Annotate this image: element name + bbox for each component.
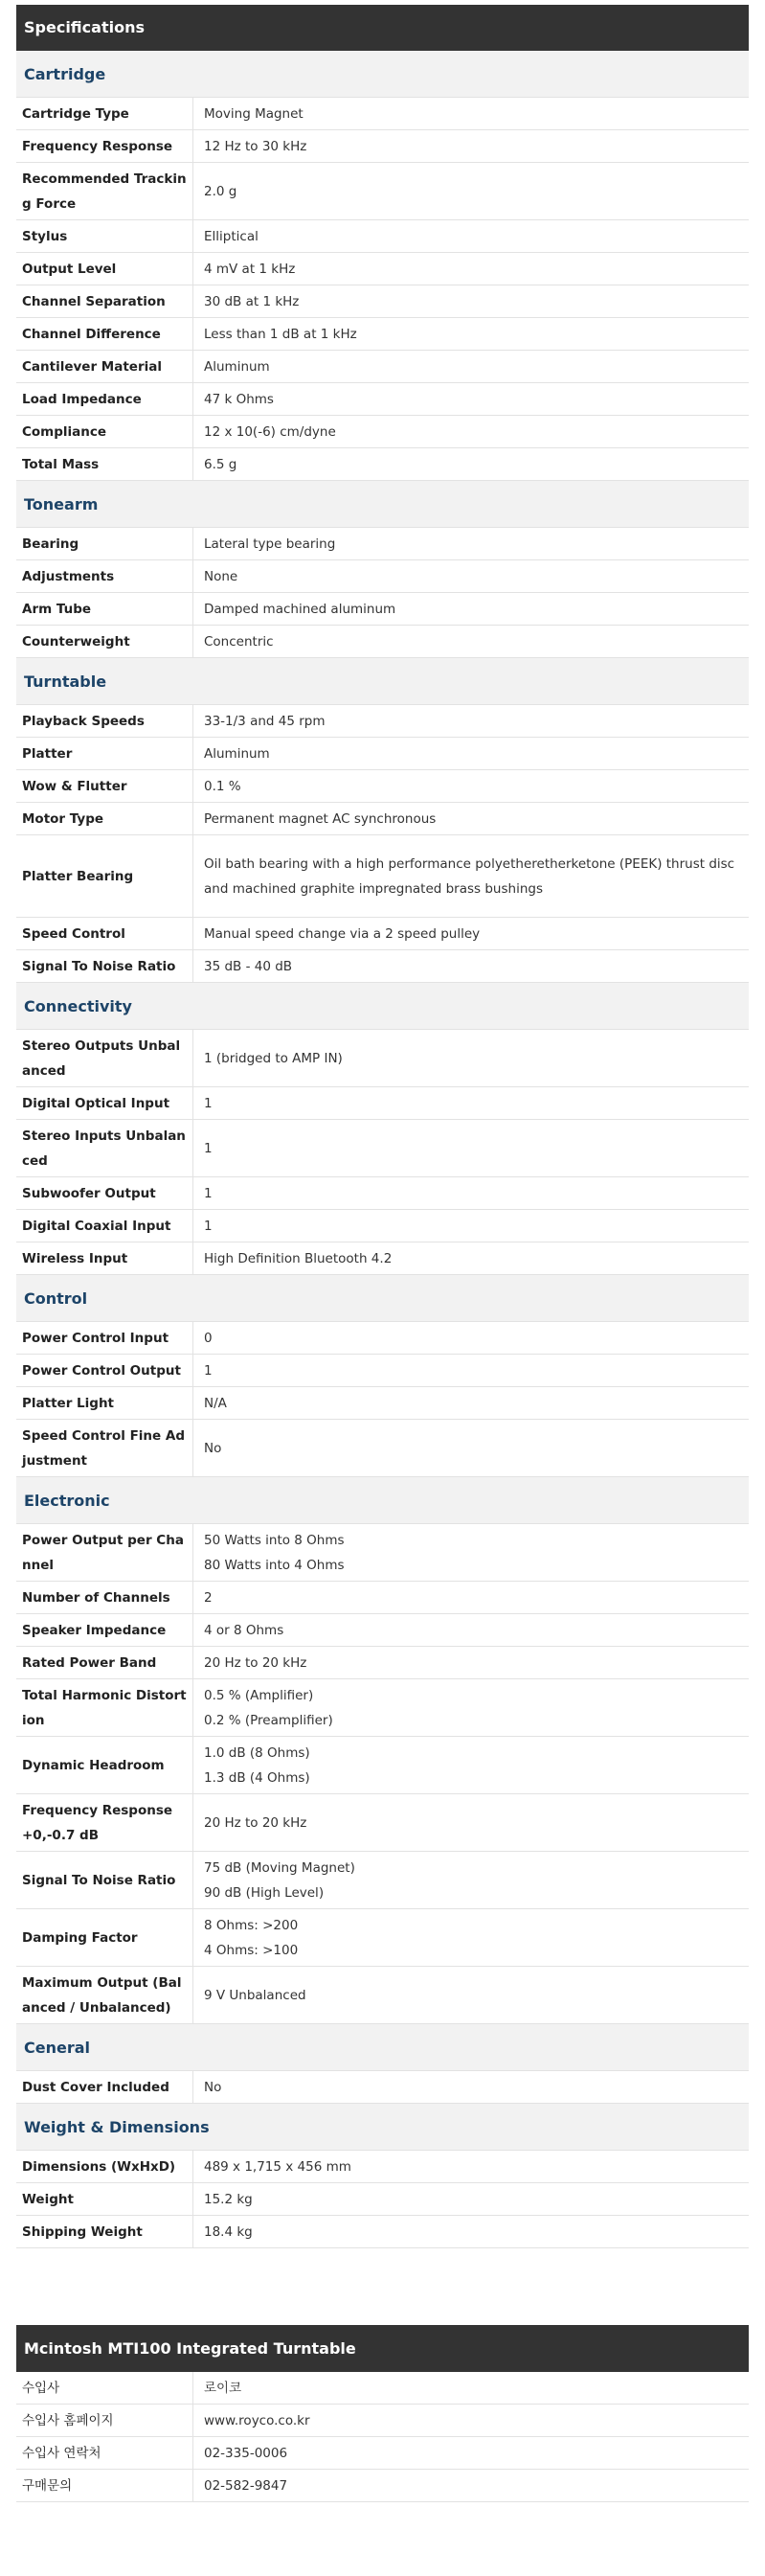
spec-label: Dust Cover Included [16, 2071, 193, 2103]
spec-row [16, 351, 749, 383]
spec-row [16, 1524, 749, 1582]
spec-row [16, 738, 749, 770]
spec-row [16, 2437, 749, 2470]
spec-value [193, 1679, 749, 1736]
section-header-weight-dimensions: Weight & Dimensions [16, 2104, 749, 2151]
spec-row [16, 1614, 749, 1647]
spec-value [193, 318, 749, 350]
spec-value [193, 1355, 749, 1386]
spec-value [193, 560, 749, 592]
spec-row [16, 2405, 749, 2437]
spec-label: Weight [16, 2183, 193, 2215]
spec-value [193, 835, 749, 917]
spec-value [193, 1524, 749, 1581]
spec-value-line: 6.5 g [204, 456, 237, 472]
spec-row [16, 98, 749, 130]
spec-row [16, 2151, 749, 2183]
spec-value [193, 1614, 749, 1646]
spec-value-line: 18.4 kg [204, 2223, 253, 2240]
spec-value [193, 351, 749, 382]
spec-label: Power Output per Channel [16, 1524, 193, 1581]
spec-label: 수입사 연락처 [16, 2437, 193, 2469]
spec-label: 수입사 홈페이지 [16, 2405, 193, 2436]
spec-row [16, 1087, 749, 1120]
spec-value-line: Concentric [204, 633, 274, 650]
spec-label: Platter [16, 738, 193, 769]
product-title: Mcintosh MTI100 Integrated Turntable [16, 2325, 749, 2372]
spec-label: Counterweight [16, 626, 193, 657]
spec-row [16, 803, 749, 835]
spec-label: Frequency Response [16, 130, 193, 162]
spec-value-line: Lateral type bearing [204, 536, 336, 552]
spec-value-line: 15.2 kg [204, 2191, 253, 2207]
spec-label: Subwoofer Output [16, 1177, 193, 1209]
specifications-title: Specifications [16, 5, 749, 51]
spec-row [16, 1387, 749, 1420]
spec-value-line: 2 [204, 1589, 213, 1606]
product-info-table [16, 2325, 749, 2502]
section-header-control: Control [16, 1275, 749, 1322]
spec-row [16, 626, 749, 658]
spec-value [193, 705, 749, 737]
spec-value-line: Oil bath bearing with a high performance polyetheretherketone (PEEK) thrust disc and machined graphite impregnated brass bushings [204, 855, 735, 897]
spec-row [16, 253, 749, 285]
spec-row [16, 1355, 749, 1387]
spec-label: 구매문의 [16, 2470, 193, 2501]
spec-value [193, 1420, 749, 1476]
spec-row [16, 528, 749, 560]
spec-value-line: 80 Watts into 4 Ohms [204, 1557, 345, 1573]
spec-row [16, 416, 749, 448]
spec-value [193, 448, 749, 480]
spec-label: Cantilever Material [16, 351, 193, 382]
spec-label: Signal To Noise Ratio [16, 1852, 193, 1908]
spec-label: Platter Bearing [16, 835, 193, 917]
spec-value [193, 163, 749, 219]
spec-value [193, 1322, 749, 1354]
spec-value [193, 738, 749, 769]
spec-row [16, 705, 749, 738]
spec-label: Speed Control Fine Adjustment [16, 1420, 193, 1476]
spec-label: Power Control Input [16, 1322, 193, 1354]
spec-label: Total Harmonic Distortion [16, 1679, 193, 1736]
spec-value [193, 1120, 749, 1176]
spec-label: Digital Coaxial Input [16, 1210, 193, 1242]
spec-value [193, 918, 749, 949]
spec-value-line: Manual speed change via a 2 speed pulley [204, 925, 481, 942]
spec-row [16, 1909, 749, 1967]
spec-value-line: 12 Hz to 30 kHz [204, 138, 307, 154]
spec-value [193, 1387, 749, 1419]
section-header-ceneral: Ceneral [16, 2024, 749, 2071]
spec-value-line: 50 Watts into 8 Ohms [204, 1532, 345, 1548]
spec-value-line: 12 x 10(-6) cm/dyne [204, 423, 336, 440]
spec-label: 수입사 [16, 2372, 193, 2404]
section-header-connectivity: Connectivity [16, 983, 749, 1030]
spec-value-line: Elliptical [204, 228, 259, 244]
spec-value-line: Permanent magnet AC synchronous [204, 810, 437, 827]
spec-value [193, 2372, 749, 2404]
spec-label: Motor Type [16, 803, 193, 834]
spec-value-line: Aluminum [204, 358, 270, 375]
specifications-table [16, 5, 749, 2248]
spec-value [193, 2216, 749, 2247]
spec-value [193, 528, 749, 559]
spec-value [193, 383, 749, 415]
section-header-electronic: Electronic [16, 1477, 749, 1524]
spec-row [16, 1420, 749, 1477]
spec-label: Stereo Inputs Unbalanced [16, 1120, 193, 1176]
spec-value-line: None [204, 568, 238, 584]
spec-label: Bearing [16, 528, 193, 559]
spec-value-line: 35 dB - 40 dB [204, 958, 293, 974]
spec-row [16, 1852, 749, 1909]
spec-value [193, 2071, 749, 2103]
spec-label: Output Level [16, 253, 193, 285]
spec-value [193, 593, 749, 625]
spec-value [193, 416, 749, 447]
spec-label: Cartridge Type [16, 98, 193, 129]
spec-label: Speed Control [16, 918, 193, 949]
spec-label: Digital Optical Input [16, 1087, 193, 1119]
spec-row [16, 2071, 749, 2104]
spec-label: Arm Tube [16, 593, 193, 625]
spec-value [193, 130, 749, 162]
spec-label: Wow & Flutter [16, 770, 193, 802]
spec-row [16, 1177, 749, 1210]
spec-label: Rated Power Band [16, 1647, 193, 1678]
spec-value-line: 1 [204, 1140, 213, 1156]
spec-value [193, 1647, 749, 1678]
spec-label: Number of Channels [16, 1582, 193, 1613]
spec-label: Frequency Response +0,-0.7 dB [16, 1794, 193, 1851]
section-header-turntable: Turntable [16, 658, 749, 705]
spec-label: Recommended Tracking Force [16, 163, 193, 219]
spec-label: Shipping Weight [16, 2216, 193, 2247]
spec-value [193, 1087, 749, 1119]
spec-value [193, 1242, 749, 1274]
spec-label: Stylus [16, 220, 193, 252]
spec-value-line: Moving Magnet [204, 105, 304, 122]
spec-row [16, 1322, 749, 1355]
spec-row [16, 318, 749, 351]
spec-label: Channel Separation [16, 285, 193, 317]
spec-row [16, 1647, 749, 1679]
spec-value [193, 285, 749, 317]
spec-value-line: 33-1/3 and 45 rpm [204, 713, 326, 729]
spec-label: Adjustments [16, 560, 193, 592]
spec-label: Platter Light [16, 1387, 193, 1419]
spec-value-line: 47 k Ohms [204, 391, 274, 407]
spec-value [193, 2151, 749, 2182]
spec-value-line: 1 [204, 1095, 213, 1111]
spec-row [16, 1120, 749, 1177]
spec-row [16, 1737, 749, 1794]
section-header-tonearm: Tonearm [16, 481, 749, 528]
spec-value [193, 253, 749, 285]
spec-label: Damping Factor [16, 1909, 193, 1966]
spec-row [16, 130, 749, 163]
spec-value-line: N/A [204, 1395, 227, 1411]
spec-value-line: Aluminum [204, 745, 270, 762]
spec-label: Dynamic Headroom [16, 1737, 193, 1793]
spec-value [193, 1177, 749, 1209]
spec-row [16, 2372, 749, 2405]
spec-value-line: 0.2 % (Preamplifier) [204, 1712, 333, 1728]
spec-value-line: 8 Ohms: >200 [204, 1917, 299, 1933]
spec-row [16, 285, 749, 318]
spec-row [16, 1967, 749, 2024]
spec-value [193, 1582, 749, 1613]
spec-value-line: 2.0 g [204, 183, 237, 199]
spec-row [16, 163, 749, 220]
spec-row [16, 1582, 749, 1614]
spec-label: Total Mass [16, 448, 193, 480]
spec-row [16, 770, 749, 803]
spec-row [16, 448, 749, 481]
spec-value-line: High Definition Bluetooth 4.2 [204, 1250, 393, 1266]
spec-row [16, 1030, 749, 1087]
spec-row [16, 1679, 749, 1737]
spec-value-line: 20 Hz to 20 kHz [204, 1814, 307, 1831]
spec-value-line: Damped machined aluminum [204, 601, 396, 617]
spec-value [193, 2437, 749, 2469]
spec-value-line: No [204, 1440, 222, 1456]
spec-label: Power Control Output [16, 1355, 193, 1386]
spec-label: Stereo Outputs Unbalanced [16, 1030, 193, 1086]
spec-label: Maximum Output (Balanced / Unbalanced) [16, 1967, 193, 2023]
spec-value-line: Less than 1 dB at 1 kHz [204, 326, 357, 342]
spec-value [193, 1852, 749, 1908]
spec-value [193, 950, 749, 982]
spec-value-line: 4 Ohms: >100 [204, 1942, 299, 1958]
spec-row [16, 2470, 749, 2502]
spec-row [16, 560, 749, 593]
spec-label: Signal To Noise Ratio [16, 950, 193, 982]
spec-value-line: No [204, 2079, 222, 2095]
spec-value-line: 4 or 8 Ohms [204, 1622, 284, 1638]
spec-value-line: 02-582-9847 [204, 2477, 288, 2494]
spec-value [193, 98, 749, 129]
spec-value-line: 90 dB (High Level) [204, 1884, 325, 1901]
spec-sections [16, 51, 749, 2248]
spec-value [193, 1210, 749, 1242]
spec-label: Playback Speeds [16, 705, 193, 737]
spec-row [16, 2183, 749, 2216]
spec-value-line: 02-335-0006 [204, 2445, 288, 2461]
spec-value [193, 1909, 749, 1966]
spec-value [193, 1737, 749, 1793]
spec-value-line: 30 dB at 1 kHz [204, 293, 300, 309]
spec-value-line: 1 [204, 1185, 213, 1201]
spec-label: Wireless Input [16, 1242, 193, 1274]
spec-value-line: www.royco.co.kr [204, 2412, 310, 2428]
spec-value-line: 489 x 1,715 x 456 mm [204, 2158, 351, 2175]
spec-value [193, 2470, 749, 2501]
spec-value [193, 2405, 749, 2436]
spec-value-line: 9 V Unbalanced [204, 1987, 306, 2003]
spec-value [193, 1967, 749, 2023]
spec-value [193, 626, 749, 657]
product-info-rows [16, 2372, 749, 2502]
spec-row [16, 383, 749, 416]
spec-value-line: 75 dB (Moving Magnet) [204, 1859, 355, 1876]
spec-value-line: 1 [204, 1218, 213, 1234]
section-header-cartridge: Cartridge [16, 51, 749, 98]
spec-value-line: 1 [204, 1362, 213, 1379]
spec-row [16, 2216, 749, 2248]
spec-row [16, 918, 749, 950]
spec-value-line: 1.3 dB (4 Ohms) [204, 1769, 310, 1786]
spec-value-line: 1.0 dB (8 Ohms) [204, 1744, 310, 1761]
spec-value [193, 803, 749, 834]
spec-value-line: 1 (bridged to AMP IN) [204, 1050, 343, 1066]
spec-value-line: 로이코 [204, 2380, 242, 2396]
spec-value-line: 0.1 % [204, 778, 241, 794]
spec-row [16, 1210, 749, 1242]
spec-label: Speaker Impedance [16, 1614, 193, 1646]
spec-value [193, 2183, 749, 2215]
spec-label: Dimensions (WxHxD) [16, 2151, 193, 2182]
spec-value-line: 0.5 % (Amplifier) [204, 1687, 314, 1703]
spec-label: Channel Difference [16, 318, 193, 350]
spec-row [16, 593, 749, 626]
spec-row [16, 220, 749, 253]
spec-row [16, 1794, 749, 1852]
spec-row [16, 950, 749, 983]
spec-value-line: 4 mV at 1 kHz [204, 261, 296, 277]
spec-value [193, 220, 749, 252]
spec-row [16, 835, 749, 918]
spec-value [193, 770, 749, 802]
spec-value [193, 1030, 749, 1086]
spec-row [16, 1242, 749, 1275]
spec-value-line: 0 [204, 1330, 213, 1346]
spec-label: Load Impedance [16, 383, 193, 415]
spec-label: Compliance [16, 416, 193, 447]
spec-value-line: 20 Hz to 20 kHz [204, 1654, 307, 1671]
spec-value [193, 1794, 749, 1851]
